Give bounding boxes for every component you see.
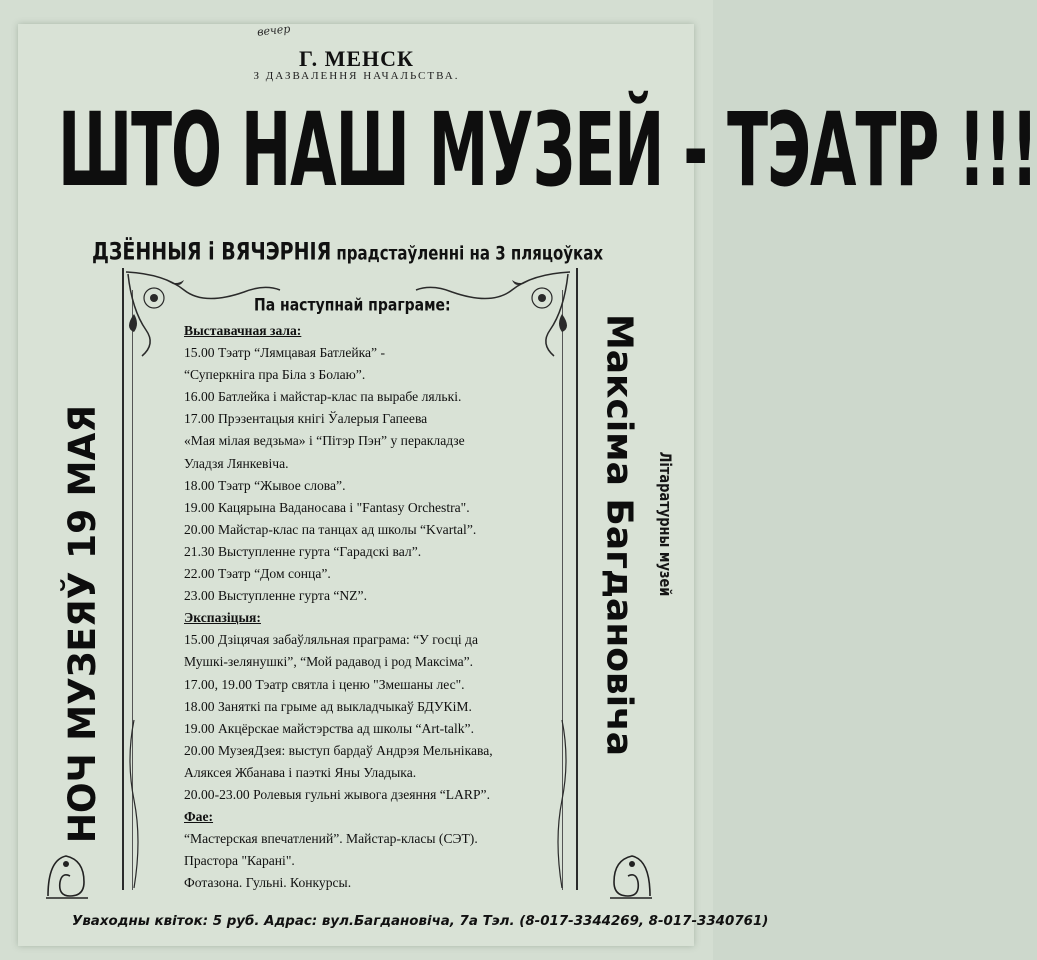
subtitle	[92, 238, 603, 266]
city-title: Г. МЕНСК	[299, 46, 414, 71]
program-title: Па наступнай праграме:	[254, 296, 451, 316]
program-line: “Суперкніга пра Біла з Болаю”.	[184, 367, 366, 383]
program-section-heading: Экспазіцыя:	[184, 610, 261, 626]
ornament-bottom-right-icon	[608, 852, 654, 900]
program-line: 23.00 Выступленне гурта “NZ”.	[184, 588, 367, 604]
museum-night-date: НОЧ МУЗЕЯЎ 19 МАЯ	[61, 404, 105, 844]
ornament-bottom-left-icon	[44, 852, 90, 900]
program-line: 15.00 Дзіцячая забаўляльная праграма: “У госці да	[184, 632, 479, 648]
program-line: 18.00 Заняткі па грыме ад выкладчыкаў БДУКіМ.	[184, 698, 472, 714]
program-line: «Мая мілая ведзьма» і “Пітэр Пэн” у перакладзе	[184, 433, 465, 449]
program-line: “Мастерская впечатлений”. Майстар-класы (СЭТ).	[184, 831, 478, 847]
program-line: 20.00 МузеяДзея: выступ бардаў Андрэя Мельнікава,	[184, 742, 493, 758]
footer-info: Уваходны квіток: 5 руб. Адрас: вул.Багдановіча, 7а Тэл. (8-017-3344269, 8-017-3340761)	[72, 914, 769, 929]
program-line: 17.00 Прэзентацыя кнігі Ўалерыя Гапеева	[184, 411, 428, 427]
program-line: Уладзя Лянкевіча.	[184, 455, 289, 471]
museum-name: Максіма Багдановіча	[598, 313, 640, 757]
program-line: 20.00 Майстар-клас па танцах ад школы “Kvartal”.	[184, 521, 477, 537]
program-list	[184, 320, 564, 894]
museum-type: Літаратурны музей	[655, 451, 673, 597]
subtitle-emphasis: ДЗЁННЫЯ і ВЯЧЭРНІЯ	[92, 238, 332, 266]
ornament-left-vine-icon	[124, 720, 144, 890]
program-line: 22.00 Тэатр “Дом сонца”.	[184, 566, 331, 582]
program-line: 20.00-23.00 Ролевыя гульні жывога дзеяння “LARP”.	[184, 786, 490, 802]
program-line: 16.00 Батлейка і майстар-клас па вырабе лялькі.	[184, 389, 462, 405]
program-line: 15.00 Тэатр “Лямцавая Батлейка” -	[184, 345, 386, 361]
program-line: 17.00, 19.00 Тэатр святла і ценю "Змешаны лес".	[184, 676, 465, 692]
program-section-heading: Фае:	[184, 809, 214, 825]
handwritten-note: вечер	[256, 22, 291, 39]
program-line: Фотазона. Гульні. Конкурсы.	[184, 875, 352, 891]
main-headline: ШТО НАШ МУЗЕЙ - ТЭАТР !!!	[58, 91, 1037, 211]
program-line: Прастора "Карані".	[184, 853, 295, 869]
program-section-heading: Выставачная зала:	[184, 323, 302, 338]
program-line: 19.00 Акцёрскае майстэрства ад школы “Art-talk”.	[184, 720, 474, 736]
program-line: 19.00 Кацярына Ваданосава і "Fantasy Orchestra".	[184, 499, 470, 515]
subtitle-rest: прадстаўленні на 3 пляцоўках	[331, 241, 604, 265]
permission-line: З ДАЗВАЛЕННЯ НАЧАЛЬСТВА.	[253, 70, 460, 82]
program-line: Мушкі-зелянушкі”, “Мой радавод і род Максіма”.	[184, 654, 474, 670]
program-line: 21.30 Выступленне гурта “Гарадскі вал”.	[184, 543, 422, 559]
program-line: 18.00 Тэатр “Жывое слова”.	[184, 477, 346, 493]
program-line: Аляксея Жбанава і паэткі Яны Уладыка.	[184, 764, 417, 780]
